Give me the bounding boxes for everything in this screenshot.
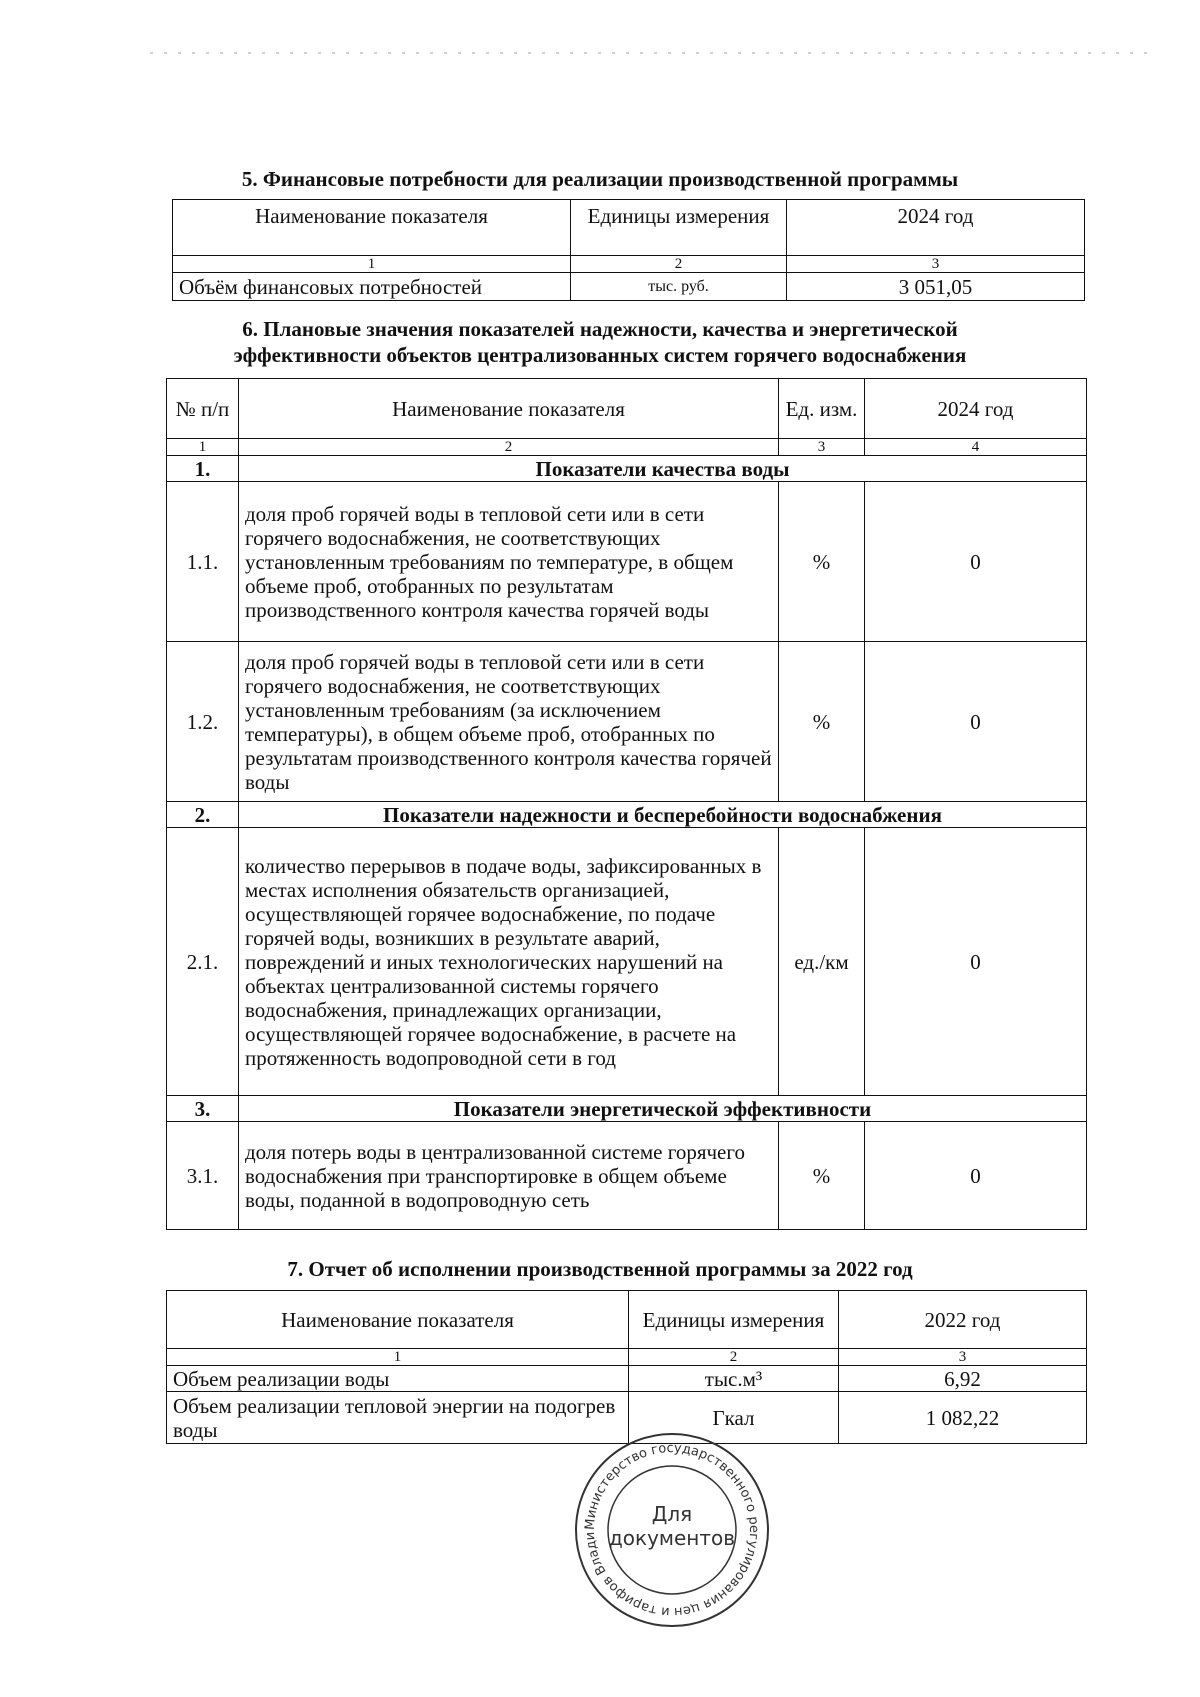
s7-colnum-1: 1 — [167, 1349, 629, 1366]
s5-row-name: Объём финансовых потребностей — [173, 273, 571, 301]
s5-colnum-3: 3 — [787, 256, 1085, 273]
s6-header-unit: Ед. изм. — [779, 379, 865, 439]
s6-row-unit: ед./км — [779, 828, 865, 1096]
s6-row-value: 0 — [865, 642, 1087, 802]
scan-artifact — [150, 52, 1150, 54]
s7-header-unit: Единицы измерения — [629, 1291, 839, 1349]
s7-row-name: Объем реализации воды — [167, 1366, 629, 1392]
section7-table — [166, 1290, 1087, 1444]
s6-colnum-2: 2 — [239, 439, 779, 456]
section6-title-line2: эффективности объектов централизованных систем горячего водоснабжения — [233, 343, 967, 367]
s6-row-value: 0 — [865, 828, 1087, 1096]
s6-row-num: 1.2. — [167, 642, 239, 802]
s6-colnum-1: 1 — [167, 439, 239, 456]
s6-header-name: Наименование показателя — [239, 379, 779, 439]
s6-header-year: 2024 год — [865, 379, 1087, 439]
s6-row-unit: % — [779, 482, 865, 642]
s6-row-value: 0 — [865, 1122, 1087, 1230]
s6-group-num: 2. — [167, 802, 239, 828]
s7-row-unit: тыс.м³ — [629, 1366, 839, 1392]
stamp-ring-text: Министерство государственного регулирования цен и тарифов Влади — [582, 1440, 762, 1620]
s6-group-title: Показатели качества воды — [239, 456, 1087, 482]
s6-row-text: доля потерь воды в централизованной системе горячего водоснабжения при транспортировке в общем объеме воды, поданной в водопроводную сеть — [239, 1122, 779, 1230]
s6-group-title: Показатели энергетической эффективности — [239, 1096, 1087, 1122]
s7-colnum-3: 3 — [839, 1349, 1087, 1366]
s5-colnum-2: 2 — [571, 256, 787, 273]
s5-row-value: 3 051,05 — [787, 273, 1085, 301]
s6-row-num: 1.1. — [167, 482, 239, 642]
s5-row-unit: тыс. руб. — [571, 273, 787, 301]
s6-row-text: доля проб горячей воды в тепловой сети или в сети горячего водоснабжения, не соответствующих установленным требованиям по температуре, в общем объеме проб, отобранных по результатам производственного контроля качества горячей воды — [239, 482, 779, 642]
section6-title-line1: 6. Плановые значения показателей надежности, качества и энергетической — [242, 317, 958, 341]
s6-row-num: 3.1. — [167, 1122, 239, 1230]
section7-title: 7. Отчет об исполнении производственной программы за 2022 год — [287, 1257, 913, 1281]
s7-row-value: 6,92 — [839, 1366, 1087, 1392]
section5-title: 5. Финансовые потребности для реализации производственной программы — [241, 167, 959, 191]
s6-group-num: 3. — [167, 1096, 239, 1122]
s6-group-num: 1. — [167, 456, 239, 482]
s7-header-year: 2022 год — [839, 1291, 1087, 1349]
s6-header-num: № п/п — [167, 379, 239, 439]
s5-header-name: Наименование показателя — [173, 200, 571, 256]
s7-colnum-2: 2 — [629, 1349, 839, 1366]
s7-row-value: 1 082,22 — [839, 1392, 1087, 1444]
s6-colnum-4: 4 — [865, 439, 1087, 456]
s5-header-unit: Единицы измерения — [571, 200, 787, 256]
stamp-center-text — [572, 1502, 772, 1550]
s6-row-num: 2.1. — [167, 828, 239, 1096]
s7-row-name: Объем реализации тепловой энергии на подогрев воды — [167, 1392, 629, 1444]
s6-colnum-3: 3 — [779, 439, 865, 456]
s6-row-unit: % — [779, 642, 865, 802]
s7-row-unit: Гкал — [629, 1392, 839, 1444]
stamp-center-line1: Для — [651, 1502, 693, 1526]
s6-row-value: 0 — [865, 482, 1087, 642]
official-stamp — [572, 1430, 772, 1630]
s6-row-text: доля проб горячей воды в тепловой сети или в сети горячего водоснабжения, не соответствующих установленным требованиям (за исключением температуры), в общем объеме проб, отобранных по результатам производственного контроля качества горячей воды — [239, 642, 779, 802]
s6-row-text: количество перерывов в подаче воды, зафиксированных в местах исполнения обязательств организацией, осуществляющей горячее водоснабжение, по подаче горячей воды, возникших в результате аварий, повреждений и иных технологических нарушений на объектах централизованной системы горячего водоснабжения, принадлежащих организации, осуществляющей горячее водоснабжение, в расчете на протяженность водопроводной сети в год — [239, 828, 779, 1096]
s7-header-name: Наименование показателя — [167, 1291, 629, 1349]
section5-table — [172, 199, 1085, 301]
s5-colnum-1: 1 — [173, 256, 571, 273]
s5-header-year: 2024 год — [787, 200, 1085, 256]
s6-row-unit: % — [779, 1122, 865, 1230]
s6-group-title: Показатели надежности и бесперебойности водоснабжения — [239, 802, 1087, 828]
section6-table — [166, 378, 1087, 1230]
stamp-center-line2: документов — [608, 1526, 736, 1550]
